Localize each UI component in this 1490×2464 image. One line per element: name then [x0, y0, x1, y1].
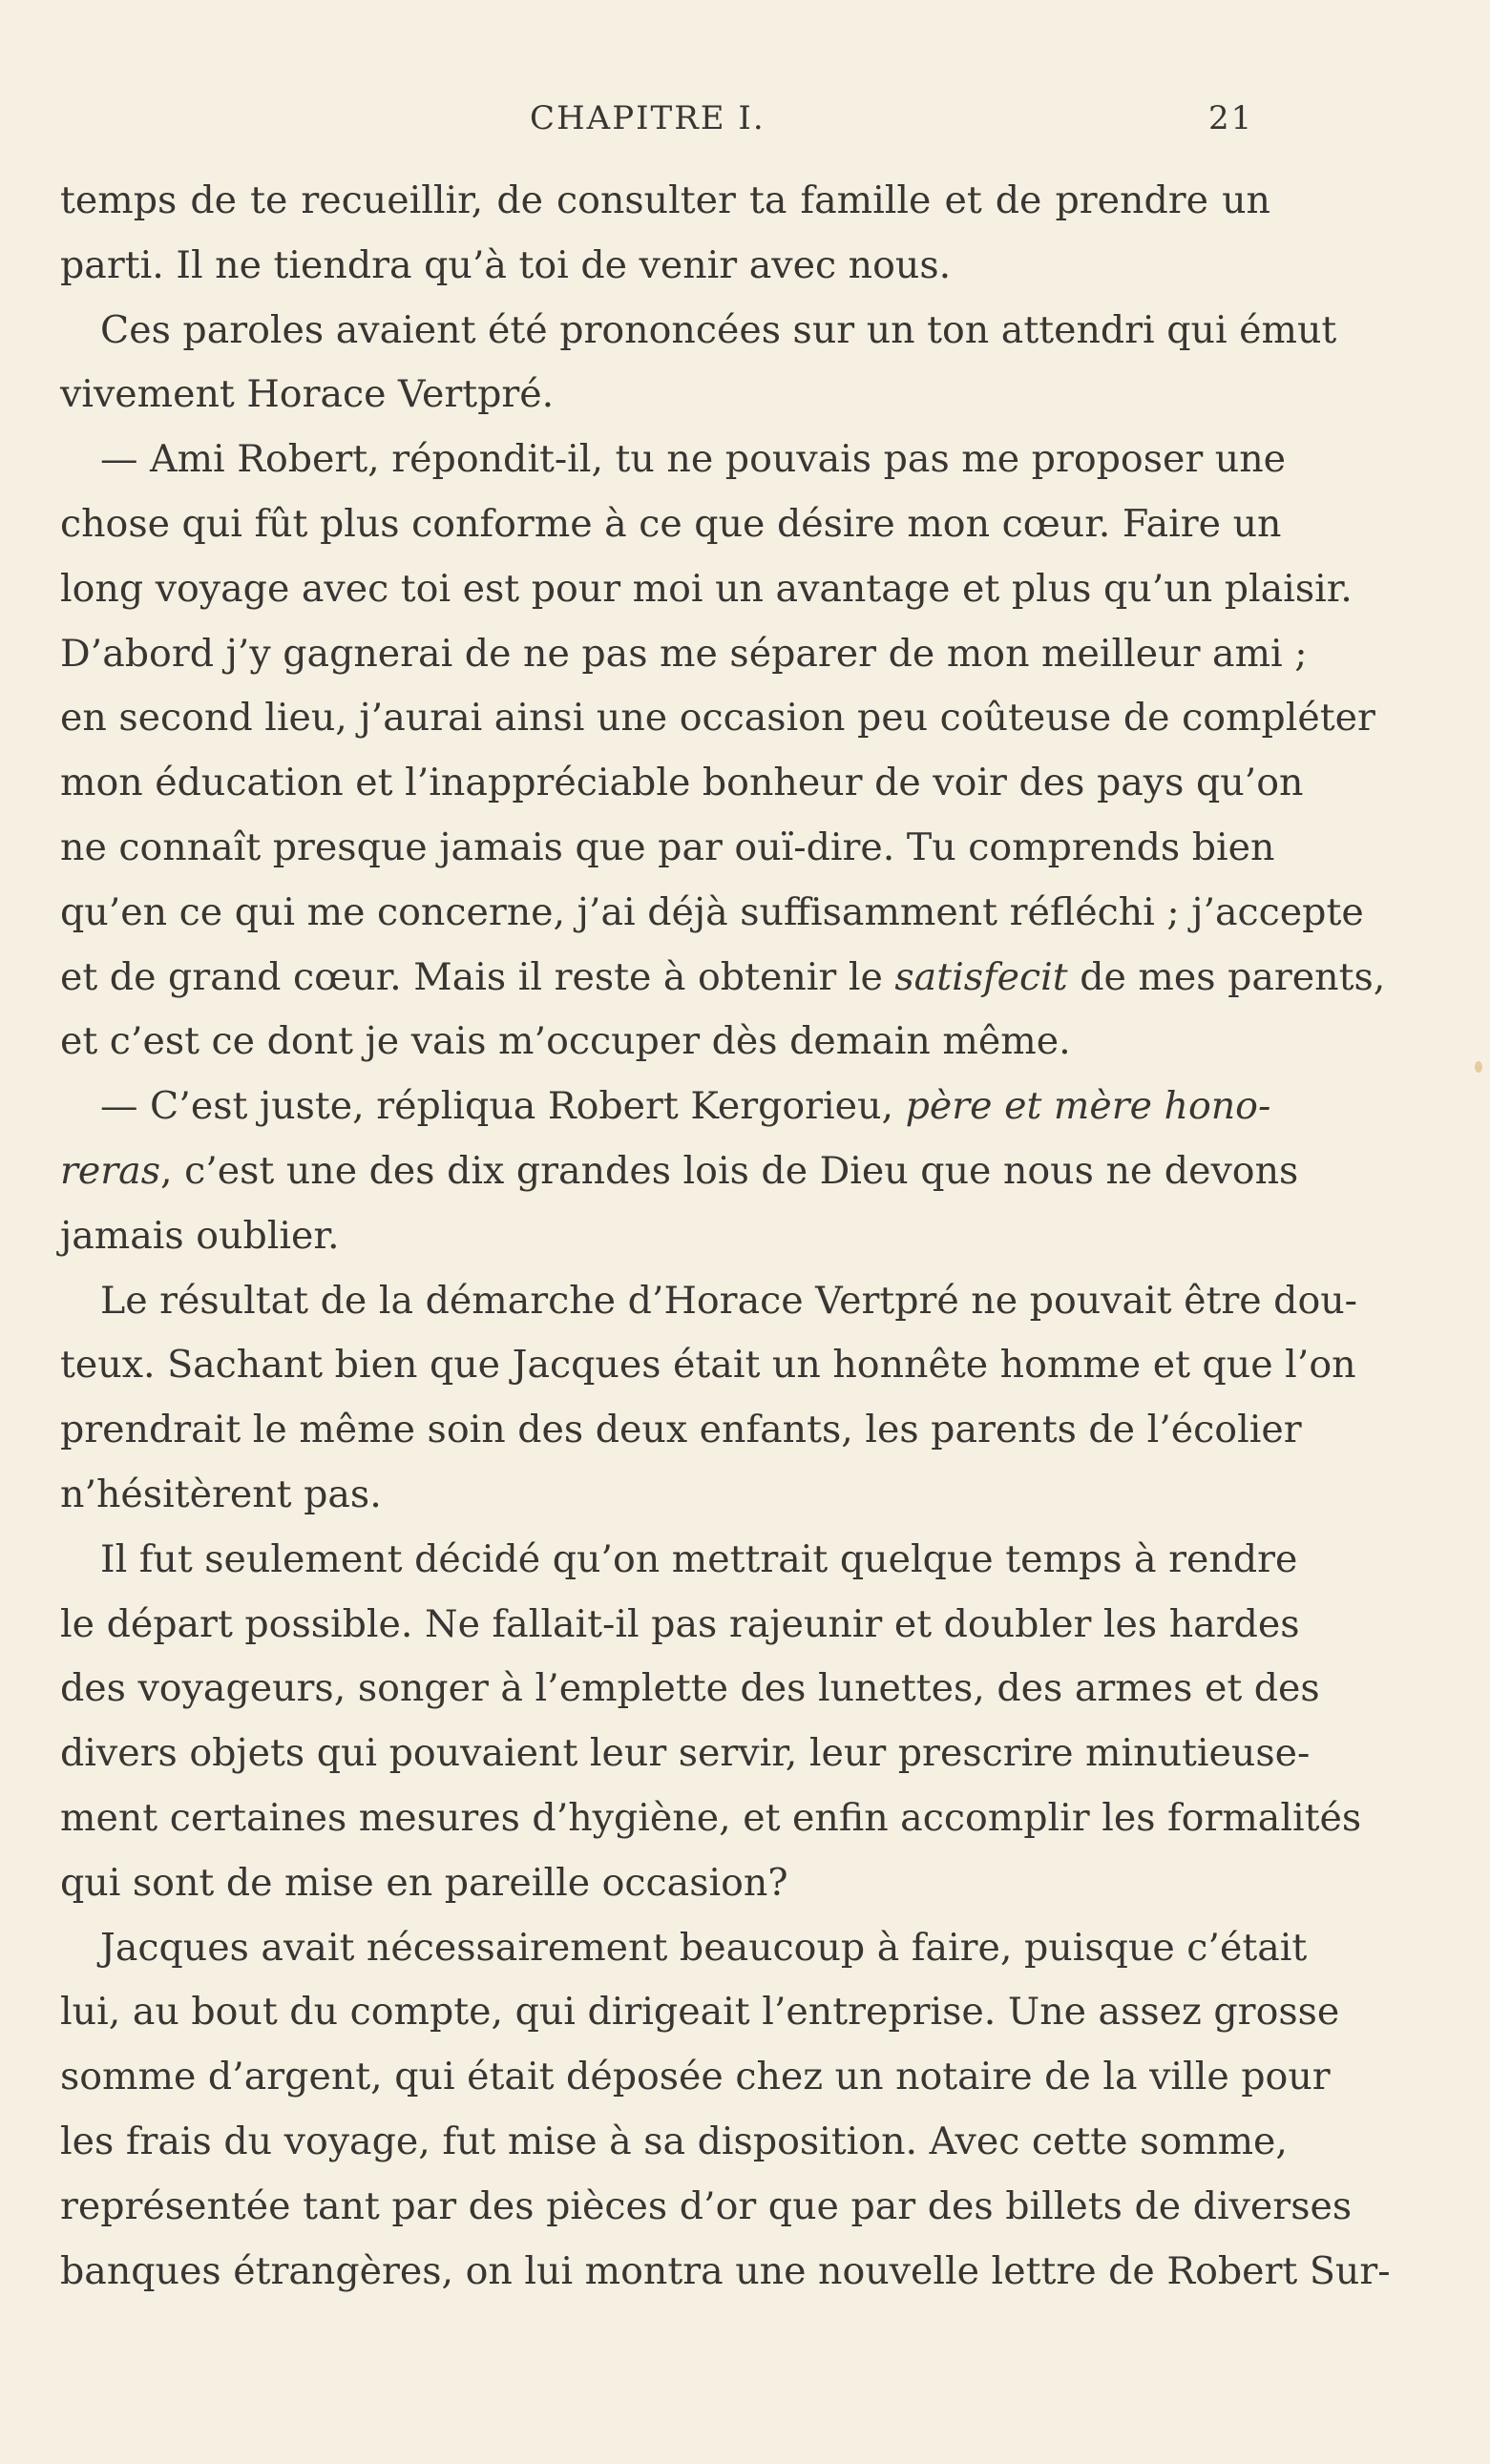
text-line: représentée tant par des pièces d’or que par des billets de diverses	[60, 2183, 1353, 2228]
text-line: Jacques avait nécessairement beaucoup à faire, puisque c’était	[100, 1925, 1308, 1970]
text-line: mon éducation et l’inappréciable bonheur de voir des pays qu’on	[60, 761, 1304, 805]
text-line: n’hésitèrent pas.	[60, 1472, 382, 1516]
running-head	[0, 99, 1490, 137]
text-line: long voyage avec toi est pour moi un avantage et plus qu’un plaisir.	[60, 566, 1353, 611]
text-line: temps de te recueillir, de consulter ta famille et de prendre un	[60, 178, 1270, 222]
text-line: des voyageurs, songer à l’emplette des lunettes, des armes et des	[60, 1666, 1320, 1711]
text-line: D’abord j’y gagnerai de ne pas me séparer de mon meilleur ami ;	[60, 631, 1308, 676]
text-line: — C’est juste, répliqua Robert Kergorieu, père et mère hono-	[100, 1084, 1271, 1129]
text-line: jamais oublier.	[60, 1213, 340, 1258]
text-line: Ces paroles avaient été prononcées sur un ton attendri qui émut	[100, 307, 1337, 352]
text-line: Il fut seulement décidé qu’on mettrait quelque temps à rendre	[100, 1536, 1298, 1581]
text-line: en second lieu, j’aurai ainsi une occasion peu coûteuse de compléter	[60, 696, 1375, 741]
body-text	[60, 169, 1391, 2304]
text-line: prendrait le même soin des deux enfants, les parents de l’écolier	[60, 1408, 1302, 1452]
text-line: Le résultat de la démarche d’Horace Vertpré ne pouvait être dou-	[100, 1278, 1358, 1323]
text-line: les frais du voyage, fut mise à sa disposition. Avec cette somme,	[60, 2119, 1288, 2163]
text-line: chose qui fût plus conforme à ce que désire mon cœur. Faire un	[60, 501, 1282, 546]
text-line: et de grand cœur. Mais il reste à obtenir le satisfecit de mes parents,	[60, 954, 1386, 999]
chapter-title: CHAPITRE I.	[530, 99, 766, 137]
text-line: — Ami Robert, répondit-il, tu ne pouvais pas me proposer une	[100, 437, 1287, 482]
text-line: divers objets qui pouvaient leur servir, leur prescrire minutieuse-	[60, 1731, 1311, 1776]
text-line: reras, c’est une des dix grandes lois de Dieu que nous ne devons	[60, 1148, 1299, 1193]
text-line: ne connaît presque jamais que par ouï-dire. Tu comprends bien	[60, 825, 1275, 869]
text-line: qu’en ce qui me concerne, j’ai déjà suffisamment réfléchi ; j’accepte	[60, 889, 1364, 934]
text-line: lui, au bout du compte, qui dirigeait l’entreprise. Une assez grosse	[60, 1990, 1340, 2035]
text-line: somme d’argent, qui était déposée chez un notaire de la ville pour	[60, 2055, 1331, 2099]
text-line: le départ possible. Ne fallait-il pas rajeunir et doubler les hardes	[60, 1601, 1300, 1646]
text-line: parti. Il ne tiendra qu’à toi de venir avec nous.	[60, 242, 952, 287]
text-line: teux. Sachant bien que Jacques était un honnête homme et que l’on	[60, 1343, 1356, 1388]
text-line: ment certaines mesures d’hygiène, et enfin accomplir les formalités	[60, 1795, 1362, 1840]
text-line: qui sont de mise en pareille occasion?	[60, 1860, 788, 1905]
text-line: et c’est ce dont je vais m’occuper dès demain même.	[60, 1019, 1071, 1064]
text-line: banques étrangères, on lui montra une nouvelle lettre de Robert Sur-	[60, 2248, 1391, 2293]
page-number: 21	[1208, 99, 1254, 137]
ink-spot	[1475, 1061, 1482, 1073]
text-line: vivement Horace Vertpré.	[60, 372, 555, 417]
